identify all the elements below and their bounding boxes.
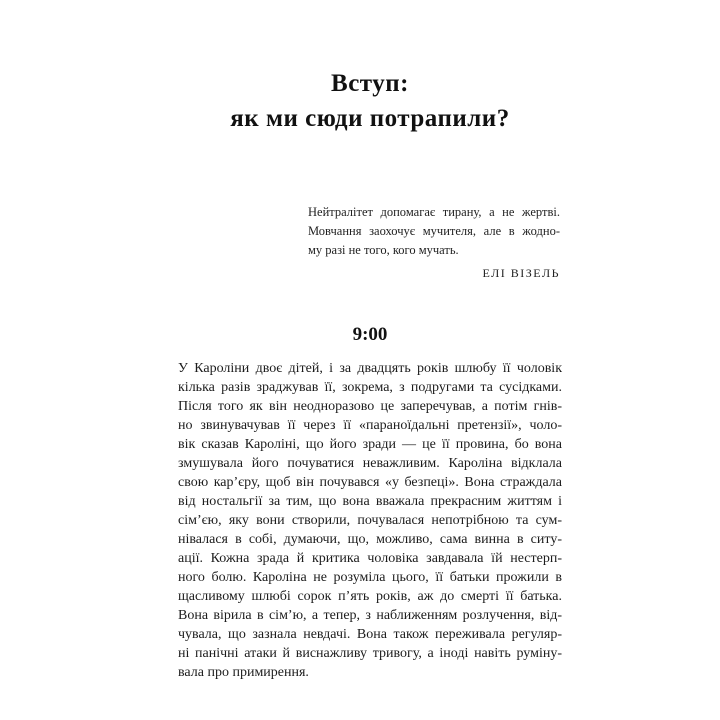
body-line: ного болю. Кароліна не розуміла цього, її батьки прожили в bbox=[178, 570, 562, 585]
body-line: кілька разів зраджував її, зокрема, з подругами та сусідками. bbox=[178, 380, 562, 395]
body-line: У Кароліни двоє дітей, і за двадцять років шлюбу її чоловік bbox=[178, 361, 562, 376]
body-line: від ностальгії за тим, що вона вважала прекрасним життям і bbox=[178, 494, 562, 509]
epigraph-line: му разі не того, кого мучать. bbox=[308, 243, 459, 257]
body-line: чувала, що зазнала невдачі. Вона також переживала регуляр- bbox=[178, 627, 562, 642]
body-line: змушувала його почуватися неважливим. Кароліна відклала bbox=[178, 456, 562, 471]
epigraph-line: Нейтралітет допомагає тирану, а не жертві. bbox=[308, 205, 560, 219]
epigraph bbox=[308, 203, 560, 260]
chapter-title bbox=[178, 66, 562, 136]
body-line: но звинувачував її через її «параноїдальні претензії», чоло- bbox=[178, 418, 562, 433]
body-paragraph bbox=[178, 359, 562, 682]
chapter-title-line-1: Вступ: bbox=[331, 70, 409, 97]
body-line: ні панічні атаки й виснажливу тривогу, а іноді навіть руміну- bbox=[178, 646, 562, 661]
chapter-title-line-2: як ми сюди потрапили? bbox=[230, 105, 510, 132]
body-line: сім’єю, яку вони створили, почувалася непотрібною та сум- bbox=[178, 513, 562, 528]
content-column bbox=[178, 0, 562, 720]
section-heading-time: 9:00 bbox=[352, 324, 388, 345]
body-line: ації. Кожна зрада й критика чоловіка завдавала їй нестерп- bbox=[178, 551, 562, 566]
epigraph-attribution: ЕЛІ ВІЗЕЛЬ bbox=[482, 266, 560, 280]
body-line: свою кар’єру, щоб він почувався «у безпеці». Вона страждала bbox=[178, 475, 562, 490]
body-line: нівалася в собі, думаючи, що, можливо, сама винна в ситу- bbox=[178, 532, 562, 547]
body-line: Вона вірила в сім’ю, а тепер, з наближенням розлучення, від- bbox=[178, 608, 562, 623]
body-line: вала про примирення. bbox=[178, 665, 309, 680]
epigraph-line: Мовчання заохочує мучителя, але в жодно- bbox=[308, 224, 560, 238]
body-line: щасливому шлюбі сорок п’ять років, аж до смерті її батька. bbox=[178, 589, 562, 604]
body-line: Після того як він неодноразово це заперечував, а потім гнів- bbox=[178, 399, 562, 414]
body-line: вік сказав Кароліні, що його зради — це її провина, бо вона bbox=[178, 437, 562, 452]
